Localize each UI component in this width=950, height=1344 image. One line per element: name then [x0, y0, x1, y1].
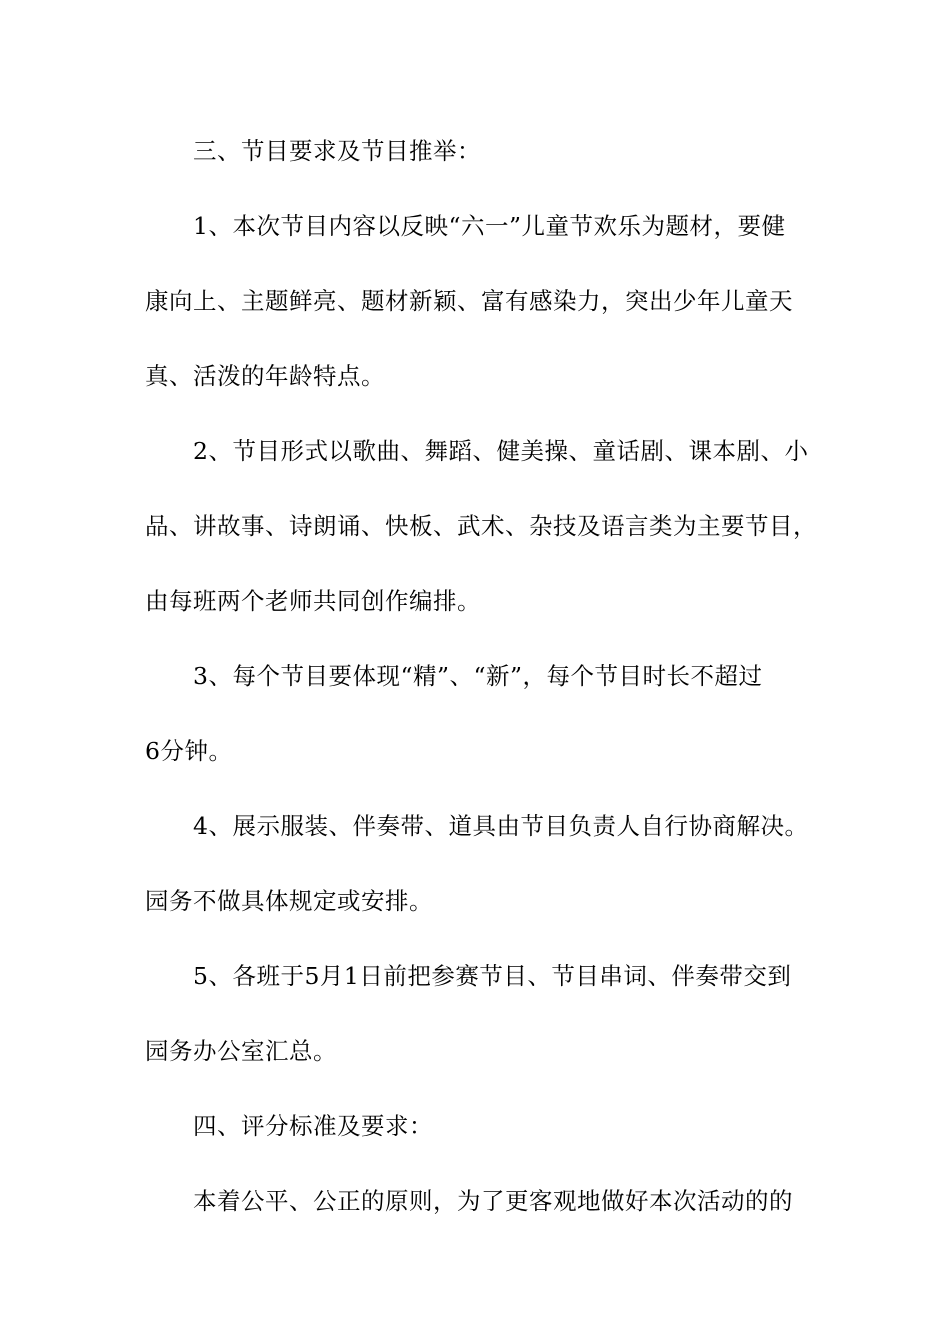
paragraph-line: 4、展示服装、伴奏带、道具由节目负责人自行协商解决。 — [193, 812, 809, 840]
paragraph-line: 3、每个节目要体现“精”、“新”，每个节目时长不超过 — [193, 662, 763, 690]
paragraph-line: 品、讲故事、诗朗诵、快板、武术、杂技及语言类为主要节目， — [145, 512, 817, 540]
paragraph-line: 2、节目形式以歌曲、舞蹈、健美操、童话剧、课本剧、小 — [193, 437, 809, 465]
paragraph-line: 5、各班于5月1日前把参赛节目、节目串词、伴奏带交到 — [193, 962, 792, 990]
paragraph-line: 康向上、主题鲜亮、题材新颖、富有感染力，突出少年儿童天 — [145, 287, 793, 315]
paragraph-line: 真、活泼的年龄特点。 — [145, 362, 385, 390]
section-heading-4: 四、评分标准及要求： — [193, 1112, 433, 1140]
paragraph-line: 1、本次节目内容以反映“六一”儿童节欢乐为题材，要健 — [193, 212, 786, 240]
paragraph-line: 园务不做具体规定或安排。 — [145, 887, 433, 915]
section-heading-3: 三、节目要求及节目推举： — [193, 137, 481, 165]
paragraph-line: 本着公平、公正的原则，为了更客观地做好本次活动的的 — [193, 1187, 793, 1215]
paragraph-line: 由每班两个老师共同创作编排。 — [145, 587, 481, 615]
paragraph-line: 园务办公室汇总。 — [145, 1037, 337, 1065]
paragraph-line: 6分钟。 — [145, 737, 233, 765]
